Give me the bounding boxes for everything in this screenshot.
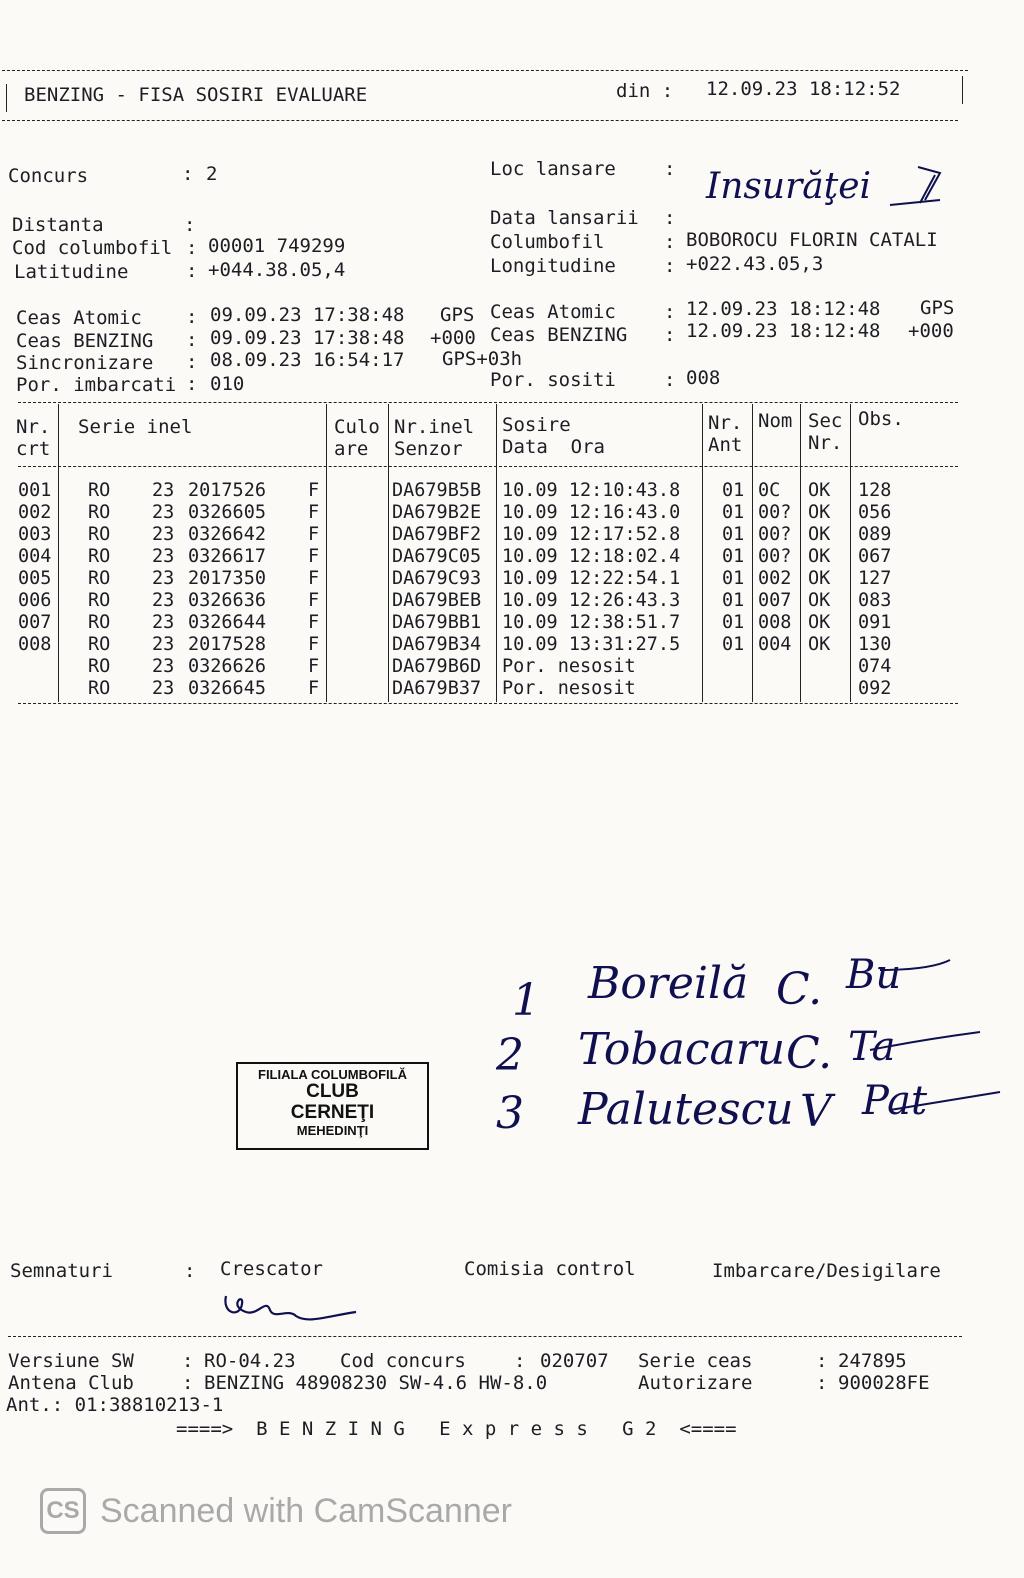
cell-sensor: DA679BB1 — [392, 612, 482, 633]
cell-sec: OK — [808, 480, 831, 501]
cell-nom: 007 — [758, 590, 792, 611]
ceas-atomic-suffix-right: GPS — [920, 297, 955, 319]
cell-obs: 128 — [858, 480, 892, 501]
cell-arrival: 10.09 12:10:43.8 — [502, 480, 681, 501]
cell-arrival: 10.09 12:38:51.7 — [502, 612, 681, 633]
cell-arrival: 10.09 12:26:43.3 — [502, 590, 681, 611]
cell-obs: 092 — [858, 678, 892, 699]
ant-line: Ant.: 01:38810213-1 — [6, 1394, 224, 1416]
loc-lansare-label: Loc lansare — [490, 158, 616, 180]
hw-sig-1: Bu — [846, 952, 902, 998]
cell-year: 23 — [152, 502, 175, 523]
longitudine-colon: : — [664, 255, 676, 277]
antena-label: Antena Club — [8, 1372, 134, 1394]
camscanner-text: Scanned with CamScanner — [100, 1492, 513, 1530]
cell-year: 23 — [152, 546, 175, 567]
cell-arrival: 10.09 12:17:52.8 — [502, 524, 681, 545]
cod-concurs-value: 020707 — [540, 1350, 609, 1372]
cell-nom: 00? — [758, 524, 792, 545]
cell-obs: 091 — [858, 612, 892, 633]
cell-crt: 005 — [18, 568, 52, 589]
cell-antenna: 01 — [722, 546, 745, 567]
columbofil-colon: : — [664, 231, 676, 253]
cell-crt: 006 — [18, 590, 52, 611]
crescator-signature — [218, 1286, 368, 1332]
antena-colon: : — [182, 1372, 194, 1394]
club-stamp — [236, 1062, 429, 1150]
autorizare-colon: : — [816, 1372, 828, 1394]
hw-sig-3: Pat — [862, 1078, 928, 1124]
hw-sig-2: Ta — [848, 1024, 896, 1070]
stamp-line-2: CLUB — [306, 1081, 359, 1103]
sositi-value: 008 — [686, 367, 721, 389]
header-right-bar — [962, 76, 963, 104]
header-left-bar — [6, 84, 7, 112]
th-nr-ant: Nr. — [708, 412, 743, 434]
cell-ring: 0326645 — [188, 678, 266, 699]
cell-country: RO — [88, 546, 111, 567]
cell-year: 23 — [152, 590, 175, 611]
cell-crt: 003 — [18, 524, 52, 545]
concurs-colon: : — [182, 163, 194, 185]
imbarcati-colon: : — [186, 373, 198, 395]
cell-ring: 0326642 — [188, 524, 266, 545]
cell-sex: F — [308, 546, 320, 567]
cell-sex: F — [308, 480, 320, 501]
stamp-line-4: MEHEDINŢI — [296, 1123, 369, 1139]
cell-year: 23 — [152, 524, 175, 545]
cell-ring: 0326636 — [188, 590, 266, 611]
ceas-benzing-colon-right: : — [664, 324, 676, 346]
serie-ceas-colon: : — [816, 1350, 828, 1372]
cod-concurs-label: Cod concurs — [340, 1350, 466, 1372]
cell-sec: OK — [808, 568, 831, 589]
cell-sensor: DA679C93 — [392, 568, 482, 589]
latitudine-colon: : — [186, 260, 198, 282]
th-serie: Serie inel — [78, 416, 193, 438]
versiune-label: Versiune SW — [8, 1350, 134, 1372]
ceas-benzing-label-left: Ceas BENZING — [16, 330, 154, 352]
autorizare-value: 900028FE — [838, 1372, 930, 1394]
cell-ring: 0326644 — [188, 612, 266, 633]
cell-sensor: DA679B5B — [392, 480, 482, 501]
crescator-label: Crescator — [220, 1258, 323, 1280]
longitudine-value: +022.43.05,3 — [686, 253, 824, 275]
cell-country: RO — [88, 502, 111, 523]
versiune-colon: : — [182, 1350, 194, 1372]
cell-antenna: 01 — [722, 612, 745, 633]
cod-columbofil-colon: : — [186, 237, 198, 259]
cell-crt: 002 — [18, 502, 52, 523]
cell-sensor: DA679B6D — [392, 656, 482, 677]
loc-lansare-flourish — [880, 155, 960, 215]
longitudine-label: Longitudine — [490, 255, 616, 277]
cell-nom: 00? — [758, 546, 792, 567]
document-title: BENZING - FISA SOSIRI EVALUARE — [24, 84, 368, 106]
latitudine-label: Latitudine — [14, 261, 129, 283]
serie-ceas-value: 247895 — [838, 1350, 907, 1372]
semnaturi-label: Semnaturi — [10, 1260, 113, 1282]
cell-year: 23 — [152, 568, 175, 589]
cell-nom: 00? — [758, 502, 792, 523]
cell-antenna: 01 — [722, 480, 745, 501]
ceas-benzing-colon-left: : — [186, 329, 198, 351]
table-header-rule — [18, 466, 958, 467]
cell-crt: 001 — [18, 480, 52, 501]
cell-sex: F — [308, 524, 320, 545]
th-ant: Ant — [708, 434, 743, 456]
header-top-rule — [2, 70, 968, 71]
distanta-colon: : — [184, 214, 196, 236]
cell-country: RO — [88, 634, 111, 655]
cell-ring: 2017526 — [188, 480, 266, 501]
cell-ring: 2017528 — [188, 634, 266, 655]
concurs-label: Concurs — [8, 165, 89, 187]
footer-rule — [8, 1336, 962, 1337]
cell-year: 23 — [152, 634, 175, 655]
sincronizare-value: 08.09.23 16:54:17 — [210, 349, 405, 371]
cell-sex: F — [308, 612, 320, 633]
cell-arrival: Por. nesosit — [502, 678, 636, 699]
imbarcare-label: Imbarcare/Desigilare — [712, 1260, 941, 1282]
table-row — [0, 634, 1000, 656]
hw-name-2: Tobacaru — [578, 1024, 786, 1075]
cell-crt: 007 — [18, 612, 52, 633]
th-nr: Nr. — [16, 416, 51, 438]
cell-sex: F — [308, 634, 320, 655]
cod-columbofil-label: Cod columbofil — [12, 237, 173, 259]
cell-antenna: 01 — [722, 524, 745, 545]
th-nom: Nom — [758, 410, 793, 432]
cell-obs: 074 — [858, 656, 892, 677]
cell-ring: 0326626 — [188, 656, 266, 677]
stamp-line-3: CERNEŢI — [290, 1102, 375, 1124]
table-row — [0, 612, 1000, 634]
ceas-atomic-label-right: Ceas Atomic — [490, 301, 616, 323]
cod-concurs-colon: : — [514, 1350, 526, 1372]
cell-obs: 067 — [858, 546, 892, 567]
sincronizare-colon: : — [186, 351, 198, 373]
hw-ini-3: V — [800, 1086, 832, 1137]
th-are: are — [334, 438, 369, 460]
cell-nom: 008 — [758, 612, 792, 633]
th-nrinel: Nr.inel — [394, 416, 475, 438]
cell-sec: OK — [808, 502, 831, 523]
th-senzor: Senzor — [394, 438, 463, 460]
cell-year: 23 — [152, 678, 175, 699]
cell-sec: OK — [808, 524, 831, 545]
header-date-value: 12.09.23 18:12:52 — [706, 78, 901, 100]
handwritten-strokes — [840, 950, 1010, 1130]
cell-obs: 056 — [858, 502, 892, 523]
sositi-label: Por. sositi — [490, 369, 616, 391]
cell-obs: 083 — [858, 590, 892, 611]
cell-antenna: 01 — [722, 634, 745, 655]
loc-lansare-colon: : — [664, 158, 676, 180]
cell-arrival: 10.09 12:16:43.0 — [502, 502, 681, 523]
antena-value: BENZING 48908230 SW-4.6 HW-8.0 — [204, 1372, 548, 1394]
imbarcati-label: Por. imbarcati — [16, 374, 177, 396]
cell-country: RO — [88, 480, 111, 501]
cell-sec: OK — [808, 546, 831, 567]
cell-arrival: 10.09 12:18:02.4 — [502, 546, 681, 567]
latitudine-value: +044.38.05,4 — [208, 259, 346, 281]
header-date-label: din : — [616, 80, 674, 102]
cell-country: RO — [88, 524, 111, 545]
sositi-colon: : — [664, 369, 676, 391]
cell-crt: 004 — [18, 546, 52, 567]
table-row — [0, 568, 1000, 590]
table-row — [0, 656, 1000, 678]
cell-sex: F — [308, 568, 320, 589]
columbofil-label: Columbofil — [490, 231, 605, 253]
cell-country: RO — [88, 656, 111, 677]
ceas-benzing-value-left: 09.09.23 17:38:48 — [210, 327, 405, 349]
cell-sensor: DA679B37 — [392, 678, 482, 699]
data-lansarii-colon: : — [664, 207, 676, 229]
autorizare-label: Autorizare — [638, 1372, 753, 1394]
ceas-benzing-label-right: Ceas BENZING — [490, 324, 628, 346]
cell-ring: 0326617 — [188, 546, 266, 567]
header-bottom-rule — [2, 120, 958, 121]
cell-sex: F — [308, 678, 320, 699]
loc-lansare-handwritten: Insurăţei — [706, 166, 872, 207]
cell-sex: F — [308, 656, 320, 677]
comisia-label: Comisia control — [464, 1258, 636, 1280]
th-data-ora: Data Ora — [502, 436, 605, 458]
cell-sex: F — [308, 502, 320, 523]
cell-sec: OK — [808, 634, 831, 655]
hw-ini-2: C. — [786, 1028, 833, 1079]
cell-arrival: 10.09 13:31:27.5 — [502, 634, 681, 655]
versiune-value: RO-04.23 — [204, 1350, 296, 1372]
cell-country: RO — [88, 568, 111, 589]
cell-ring: 0326605 — [188, 502, 266, 523]
data-lansarii-label: Data lansarii — [490, 207, 639, 229]
th-culo: Culo — [334, 416, 380, 438]
th-crt: crt — [16, 438, 51, 460]
cell-sensor: DA679BEB — [392, 590, 482, 611]
distanta-label: Distanta — [12, 214, 104, 236]
hw-num-1: 1 — [512, 975, 540, 1026]
cell-country: RO — [88, 678, 111, 699]
benzing-express: ====> B E N Z I N G E x p r e s s G 2 <==== — [176, 1418, 737, 1440]
cell-obs: 127 — [858, 568, 892, 589]
cell-sensor: DA679B2E — [392, 502, 482, 523]
ceas-atomic-value-right: 12.09.23 18:12:48 — [686, 298, 881, 320]
ceas-atomic-suffix-left: GPS — [440, 304, 475, 326]
cell-year: 23 — [152, 612, 175, 633]
cell-country: RO — [88, 590, 111, 611]
serie-ceas-label: Serie ceas — [638, 1350, 753, 1372]
cell-antenna: 01 — [722, 590, 745, 611]
cell-sex: F — [308, 590, 320, 611]
cell-sensor: DA679C05 — [392, 546, 482, 567]
table-row — [0, 480, 1000, 502]
sincronizare-label: Sincronizare — [16, 352, 154, 374]
sincronizare-suffix: GPS+03h — [442, 348, 523, 370]
th-obs: Obs. — [858, 408, 904, 430]
th-sosire: Sosire — [502, 414, 571, 436]
table-bottom-rule — [18, 703, 958, 704]
table-row — [0, 546, 1000, 568]
cell-year: 23 — [152, 480, 175, 501]
semnaturi-colon: : — [184, 1260, 196, 1282]
cell-obs: 089 — [858, 524, 892, 545]
cell-nom: 0C — [758, 480, 781, 501]
cell-ring: 2017350 — [188, 568, 266, 589]
table-top-rule — [18, 402, 958, 403]
ceas-benzing-value-right: 12.09.23 18:12:48 — [686, 320, 881, 342]
imbarcati-value: 010 — [210, 373, 245, 395]
columbofil-value: BOBOROCU FLORIN CATALI — [686, 229, 938, 251]
cod-columbofil-value: 00001 749299 — [208, 235, 346, 257]
cell-arrival: 10.09 12:22:54.1 — [502, 568, 681, 589]
cell-crt: 008 — [18, 634, 52, 655]
cell-sec: OK — [808, 612, 831, 633]
cell-sec: OK — [808, 590, 831, 611]
hw-name-1: Boreilă — [588, 958, 749, 1009]
ceas-atomic-colon-left: : — [186, 306, 198, 328]
cell-country: RO — [88, 612, 111, 633]
th-sec: Sec — [808, 410, 843, 432]
th-sec-nr: Nr. — [808, 432, 843, 454]
ceas-benzing-suffix-left: +000 — [430, 327, 476, 349]
concurs-value: 2 — [206, 163, 218, 185]
cell-antenna: 01 — [722, 502, 745, 523]
table-row — [0, 590, 1000, 612]
cell-nom: 002 — [758, 568, 792, 589]
ceas-benzing-suffix-right: +000 — [908, 320, 954, 342]
stamp-line-1: FILIALA COLUMBOFILĂ — [258, 1067, 407, 1082]
cell-arrival: Por. nesosit — [502, 656, 636, 677]
ceas-atomic-label-left: Ceas Atomic — [16, 307, 142, 329]
table-row — [0, 502, 1000, 524]
cell-sensor: DA679BF2 — [392, 524, 482, 545]
camscanner-logo-icon: CS — [40, 1488, 86, 1534]
table-row — [0, 524, 1000, 546]
ceas-atomic-colon-right: : — [664, 301, 676, 323]
ceas-atomic-value-left: 09.09.23 17:38:48 — [210, 304, 405, 326]
cell-year: 23 — [152, 656, 175, 677]
cell-nom: 004 — [758, 634, 792, 655]
cell-obs: 130 — [858, 634, 892, 655]
hw-num-3: 3 — [496, 1088, 524, 1139]
cell-sensor: DA679B34 — [392, 634, 482, 655]
cell-antenna: 01 — [722, 568, 745, 589]
hw-num-2: 2 — [496, 1030, 524, 1081]
hw-name-3: Palutescu — [578, 1084, 794, 1135]
hw-ini-1: C. — [776, 964, 823, 1015]
table-row — [0, 678, 1000, 700]
